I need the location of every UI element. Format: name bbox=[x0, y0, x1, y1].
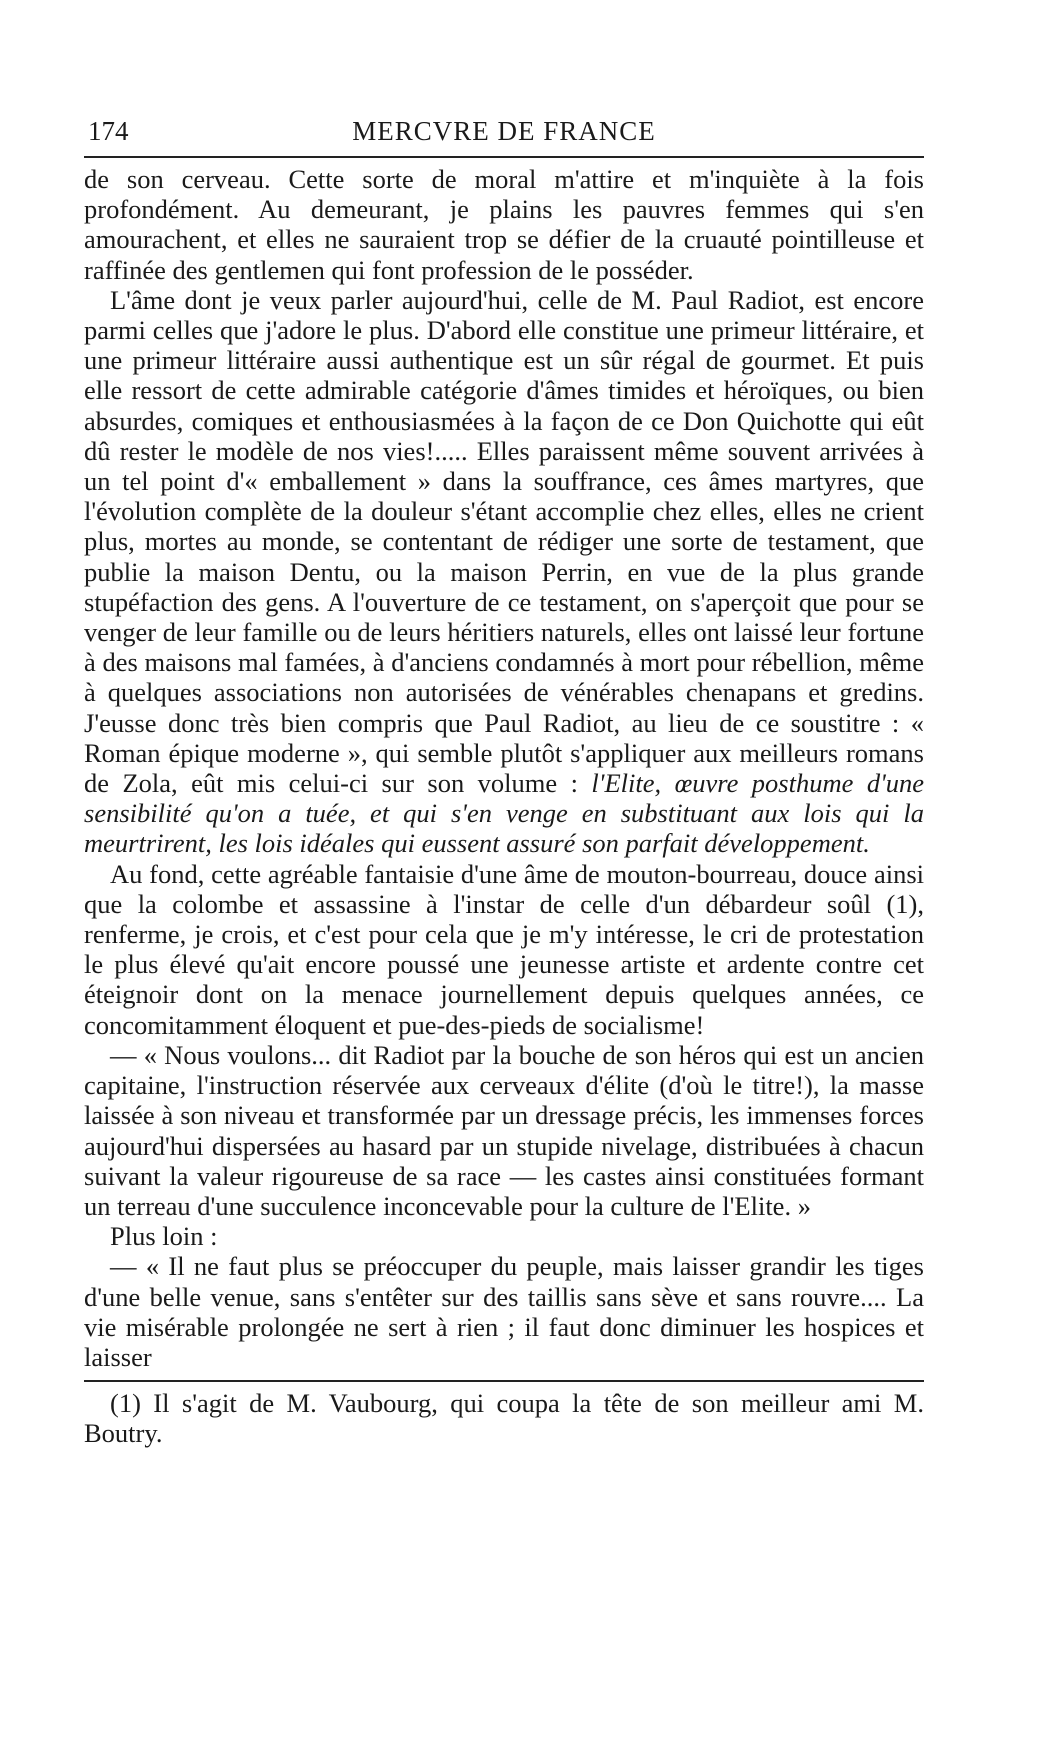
body-text bbox=[84, 164, 924, 1372]
header-rule bbox=[84, 156, 924, 158]
paragraph-2 bbox=[84, 285, 924, 859]
paragraph-1: de son cerveau. Cette sorte de moral m'attire et m'inquiète à la fois profondément. Au demeurant, je plains les pauvres femmes qui s'en amourachent, et elles ne sauraient trop se défier de la cruauté pointilleuse et raffinée des gentlemen qui font profession de le posséder. bbox=[84, 164, 924, 285]
footnote-rule bbox=[84, 1380, 924, 1382]
page bbox=[84, 108, 924, 1448]
journal-title: MERCVRE DE FRANCE bbox=[352, 116, 656, 146]
paragraph-2-text: L'âme dont je veux parler aujourd'hui, celle de M. Paul Radiot, est encore parmi celles que j'adore le plus. D'abord elle constitue une primeur littéraire, et une primeur littéraire aussi authentique est un sûr régal de gourmet. Et puis elle ressort de cette admirable catégorie d'âmes timides et héroïques, ou bien absurdes, comiques et enthousiasmées à la façon de ce Don Quichotte qui eût dû rester le modèle de nos vies!..... Elles paraissent même souvent arrivées à un tel point d'« emballement » dans la souffrance, ces âmes martyres, que l'évolution complète de la douleur s'étant accomplie chez elles, elles ne crient plus, mortes au monde, se contentant de rédiger une sorte de testament, que publie la maison Dentu, ou la maison Perrin, en vue de la plus grande stupéfaction des gens. A l'ouverture de ce testament, on s'aperçoit que pour se venger de leur famille ou de leurs héritiers naturels, elles ont laissé leur fortune à des maisons mal famées, à d'anciens condamnés à mort pour rébellion, même à quelques associations non autorisées de vénérables chenapans et gredins. J'eusse donc très bien compris que Paul Radiot, au lieu de ce soustitre : « Roman épique moderne », qui semble plutôt s'appliquer aux meilleurs romans de Zola, eût mis celui-ci sur son volume : bbox=[84, 284, 924, 799]
paragraph-4-quote: — « Nous voulons... dit Radiot par la bouche de son héros qui est un ancien capitaine, l'instruction réservée aux cerveaux d'élite (d'où le titre!), la masse laissée à son niveau et transformée par un dressage précis, les immenses forces aujourd'hui dispersées au hasard par un stupide nivelage, distribuées à chacun suivant la valeur rigoureuse de sa race — les castes ainsi constituées formant un terreau d'une succulence inconcevable pour la culture de l'Elite. » bbox=[84, 1039, 924, 1221]
paragraph-6-quote: — « Il ne faut plus se préoccuper du peuple, mais laisser grandir les tiges d'une belle venue, sans s'entêter sur des taillis sans sève et sans rouvre.... La vie misérable prolongée ne sert à rien ; il faut donc diminuer les hospices et laisser bbox=[84, 1251, 924, 1372]
running-head bbox=[84, 108, 924, 156]
paragraph-5: Plus loin : bbox=[110, 1221, 218, 1252]
paragraph-2-italic-title: l'Elite, œuvre posthume d'une sensibilité qu'on a tuée, et qui s'en venge en substituant aux lois qui la meurtrirent, les lois idéales qui eussent assuré son parfait développement. bbox=[84, 768, 924, 859]
page-number: 174 bbox=[88, 116, 129, 146]
footnote: (1) Il s'agit de M. Vaubourg, qui coupa la tête de son meilleur ami M. Boutry. bbox=[84, 1388, 924, 1449]
paragraph-3: Au fond, cette agréable fantaisie d'une âme de mouton-bourreau, douce ainsi que la colombe et assassine à l'instar de celle d'un débardeur soûl (1), renferme, je crois, et c'est pour cela que je m'y intéresse, le cri de protestation le plus élevé qu'ait encore poussé une jeunesse artiste et ardente contre cet éteignoir dont on la menace journellement depuis quelques années, ce concomitamment éloquent et pue-des-pieds de socialisme! bbox=[84, 858, 924, 1040]
